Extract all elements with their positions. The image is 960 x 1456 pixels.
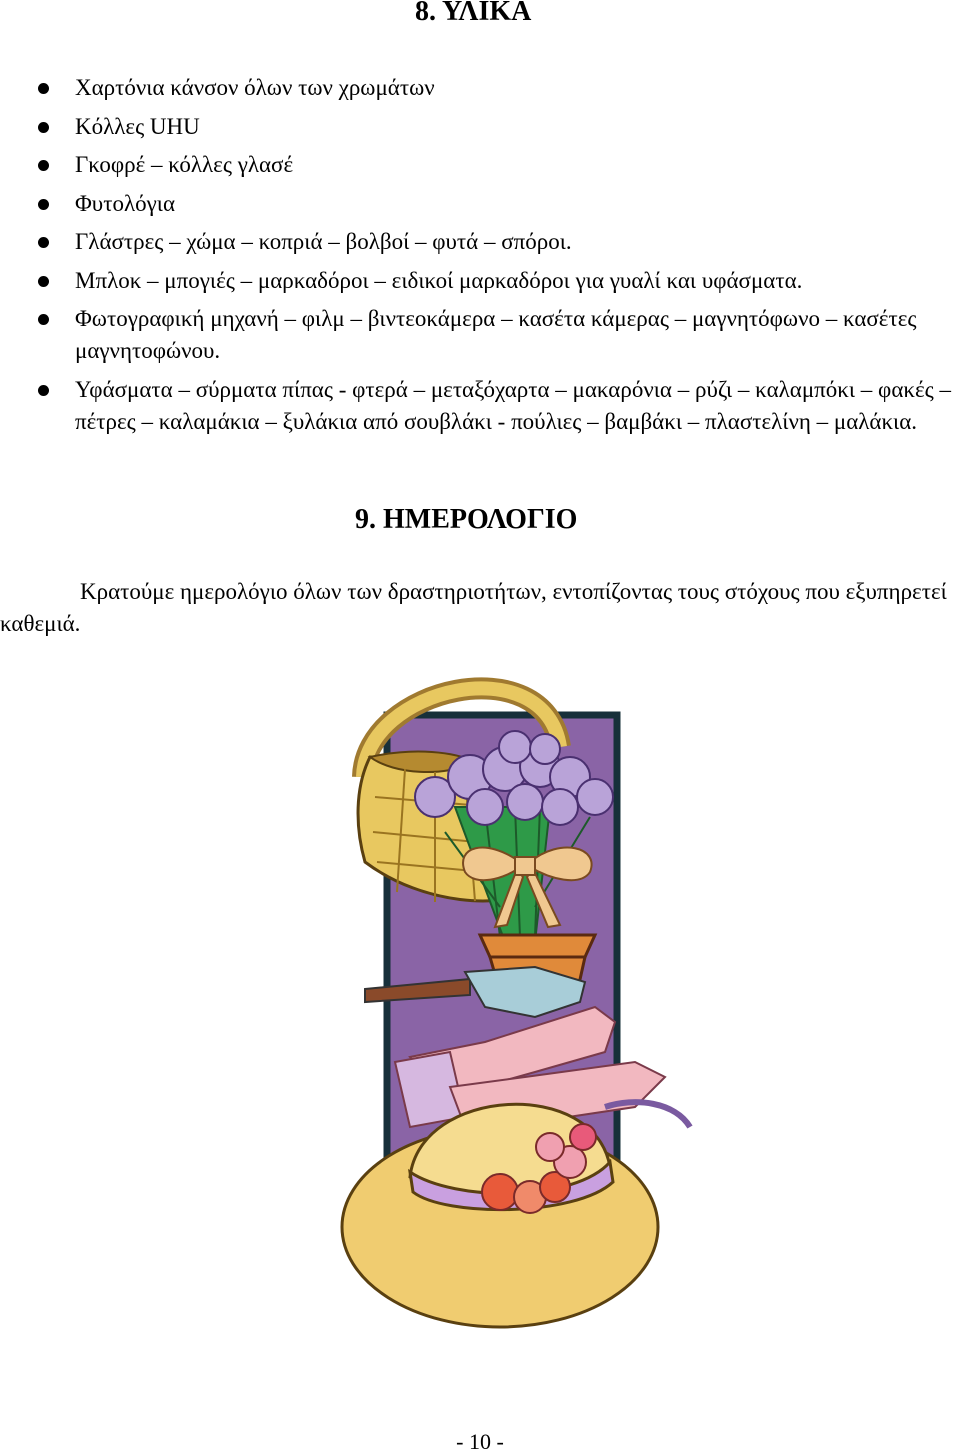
list-item (0, 226, 960, 258)
bullet-icon (38, 237, 49, 248)
list-item (0, 265, 960, 297)
list-item-text: Κόλλες UHU (75, 113, 200, 139)
list-item-text: Υφάσματα – σύρματα πίπας - φτερά – μεταξόχαρτα – μακαρόνια – ρύζι – καλαμπόκι – φακές – πέτρες – καλαμάκια – ξυλάκια από σουβλάκι - πούλιες – βαμβάκι – πλαστελίνη – μαλάκια. (75, 376, 951, 434)
bullet-icon (38, 314, 49, 325)
materials-list (0, 72, 960, 444)
bullet-icon (38, 83, 49, 94)
list-item-text: Μπλοκ – μπογιές – μαρκαδόροι – ειδικοί μαρκαδόροι για γυαλί και υφάσματα. (75, 267, 803, 293)
list-item (0, 111, 960, 143)
list-item (0, 303, 960, 367)
list-item-text: Φυτολόγια (75, 190, 175, 216)
list-item (0, 188, 960, 220)
gardening-clipart (335, 657, 700, 1347)
bullet-icon (38, 199, 49, 210)
page-number: - 10 - (456, 1429, 504, 1454)
list-item-text: Γλάστρες – χώμα – κοπριά – βολβοί – φυτά – σπόροι. (75, 229, 572, 254)
bullet-icon (38, 385, 49, 396)
list-item (0, 374, 960, 438)
list-item (0, 72, 960, 104)
bullet-icon (38, 276, 49, 287)
diary-heading: 9. ΗΜΕΡΟΛΟΓΙΟ (355, 504, 578, 535)
list-item (0, 149, 960, 181)
list-item-text: Φωτογραφική μηχανή – φιλμ – βιντεοκάμερα – κασέτα κάμερας – μαγνητόφωνο – κασέτες μαγνητοφώνου. (75, 306, 917, 363)
list-item-text: Χαρτόνια κάνσον όλων των χρωμάτων (75, 75, 435, 100)
bullet-icon (38, 122, 49, 133)
diary-paragraph: Κρατούμε ημερολόγιο όλων των δραστηριοτήτων, εντοπίζοντας τους στόχους που εξυπηρετεί καθεμιά. (0, 579, 947, 636)
list-item-text: Γκοφρέ – κόλλες γλασέ (75, 152, 294, 177)
bullet-icon (38, 160, 49, 171)
materials-heading: 8. ΥΛΙΚΑ (415, 0, 532, 27)
